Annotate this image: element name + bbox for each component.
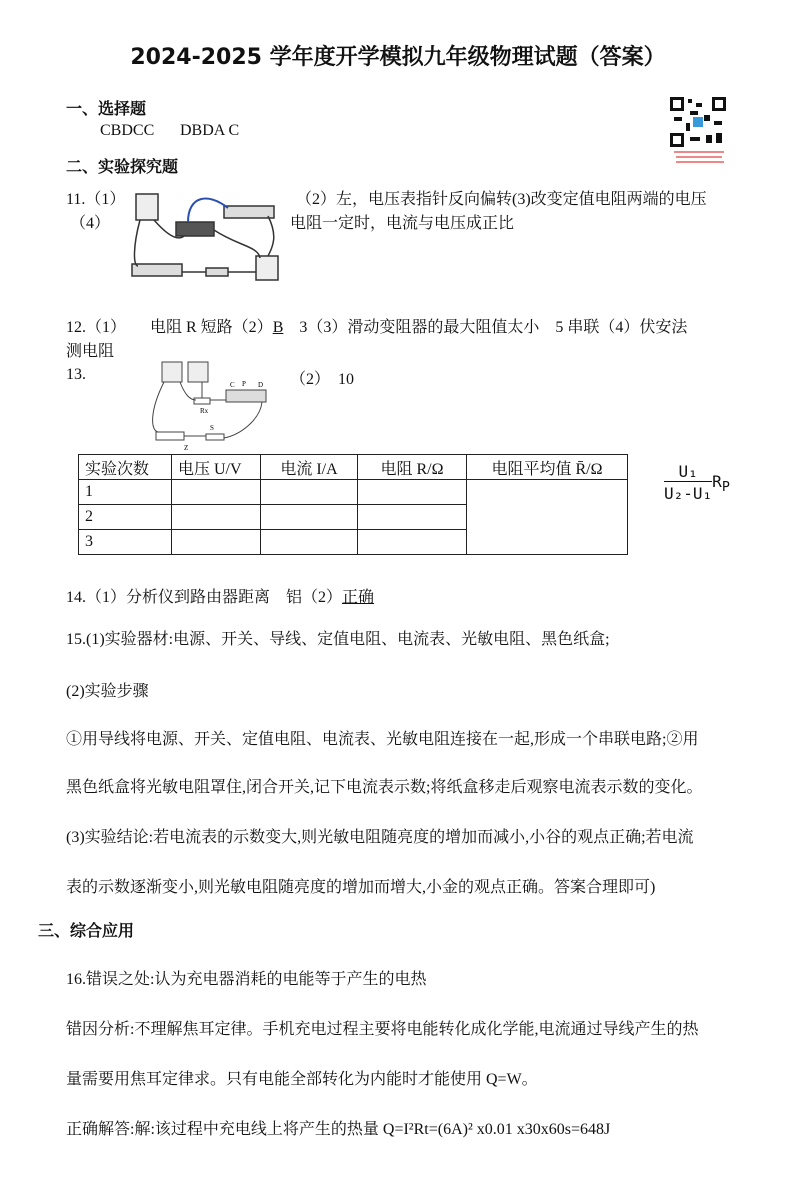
q12-text-b: 3（3）滑动变阻器的最大阻值太小 5 串联（4）伏安法 bbox=[283, 319, 688, 336]
q15-line: ①用导线将电源、开关、定值电阻、电流表、光敏电阻连接在一起,形成一个串联电路;②用 bbox=[66, 731, 699, 748]
table-header: 电阻 R/Ω bbox=[358, 455, 467, 480]
fig-label-p: P bbox=[242, 380, 246, 388]
choice-answers-1: CBDCC bbox=[100, 122, 155, 139]
section-heading-application: 三、综合应用 bbox=[38, 921, 135, 940]
table-row bbox=[79, 480, 628, 505]
q11-number: 11.（1） bbox=[66, 191, 126, 208]
q15-line: (2)实验步骤 bbox=[66, 683, 149, 700]
q15-line: 15.(1)实验器材:电源、开关、导线、定值电阻、电流表、光敏电阻、黑色纸盒; bbox=[66, 631, 610, 648]
q12-answer-line1 bbox=[66, 314, 687, 337]
q13-circuit-diagram bbox=[150, 360, 270, 452]
q16-line: 正确解答:解:该过程中充电线上将产生的热量 Q=I²Rt=(6A)² x0.01 x30x60s=648J bbox=[66, 1121, 611, 1138]
q11-part4-label: （4） bbox=[70, 215, 111, 232]
q12-answer-line2: 测电阻 bbox=[66, 343, 115, 360]
q13-number: 13. bbox=[66, 366, 86, 383]
formula-subscript: P bbox=[721, 480, 730, 496]
q14-text: 14.（1）分析仪到路由器距离 铝（2） bbox=[66, 589, 343, 606]
q16-line: 错因分析:不理解焦耳定律。手机充电过程主要将电能转化成化学能,电流通过导线产生的热 bbox=[66, 1021, 699, 1038]
table-cell: 1 bbox=[79, 480, 172, 505]
choice-answers-2: DBDA C bbox=[180, 122, 240, 139]
table-header: 电阻平均值 R̄/Ω bbox=[467, 455, 628, 480]
q12-text-a: 12.（1） 电阻 R 短路（2） bbox=[66, 319, 273, 336]
q15-line: 黑色纸盒将光敏电阻罩住,闭合开关,记下电流表示数;将纸盒移走后观察电流表示数的变化。 bbox=[66, 779, 703, 796]
formula-numerator: U₁ bbox=[678, 462, 698, 481]
q13-data-table bbox=[78, 454, 628, 555]
q13-part2-answer: （2） 10 bbox=[290, 371, 355, 388]
formula-r: R bbox=[712, 472, 722, 491]
q11-answer-line1: （2）左，电压表指针反向偏转(3)改变定值电阻两端的电压 bbox=[296, 191, 707, 208]
table-header: 实验次数 bbox=[79, 455, 172, 480]
table-cell: 3 bbox=[79, 530, 172, 555]
section-heading-experiment: 二、实验探究题 bbox=[66, 157, 179, 176]
q14-underlined-answer: 正确 bbox=[342, 589, 375, 606]
q11-circuit-diagram bbox=[128, 186, 288, 286]
qr-code-image bbox=[670, 97, 728, 167]
q12-underlined-answer: B bbox=[272, 319, 284, 336]
q14-answer bbox=[66, 584, 374, 607]
section-heading-choice: 一、选择题 bbox=[66, 99, 147, 118]
formula-denominator: U₂-U₁ bbox=[664, 481, 712, 503]
q15-line: 表的示数逐渐变小,则光敏电阻随亮度的增加而增大,小金的观点正确。答案合理即可) bbox=[66, 879, 656, 896]
table-header-row bbox=[79, 455, 628, 480]
fig-label-rx: Rx bbox=[200, 407, 209, 415]
q13-formula bbox=[664, 462, 730, 503]
fig-label-z: Z bbox=[184, 444, 189, 452]
q16-line: 量需要用焦耳定律求。只有电能全部转化为内能时才能使用 Q=W。 bbox=[66, 1071, 538, 1088]
table-header: 电压 U/V bbox=[172, 455, 261, 480]
q15-line: (3)实验结论:若电流表的示数变大,则光敏电阻随亮度的增加而减小,小谷的观点正确;若电流 bbox=[66, 829, 694, 846]
fig-label-s: S bbox=[210, 424, 214, 432]
fig-label-d: D bbox=[258, 381, 264, 389]
q16-line: 16.错误之处:认为充电器消耗的电能等于产生的电热 bbox=[66, 971, 427, 988]
fig-label-c: C bbox=[230, 381, 235, 389]
page-title: 2024-2025 学年度开学模拟九年级物理试题（答案） bbox=[130, 45, 666, 70]
table-header: 电流 I/A bbox=[261, 455, 358, 480]
table-cell: 2 bbox=[79, 505, 172, 530]
q11-answer-line2: 电阻一定时，电流与电压成正比 bbox=[290, 215, 515, 232]
